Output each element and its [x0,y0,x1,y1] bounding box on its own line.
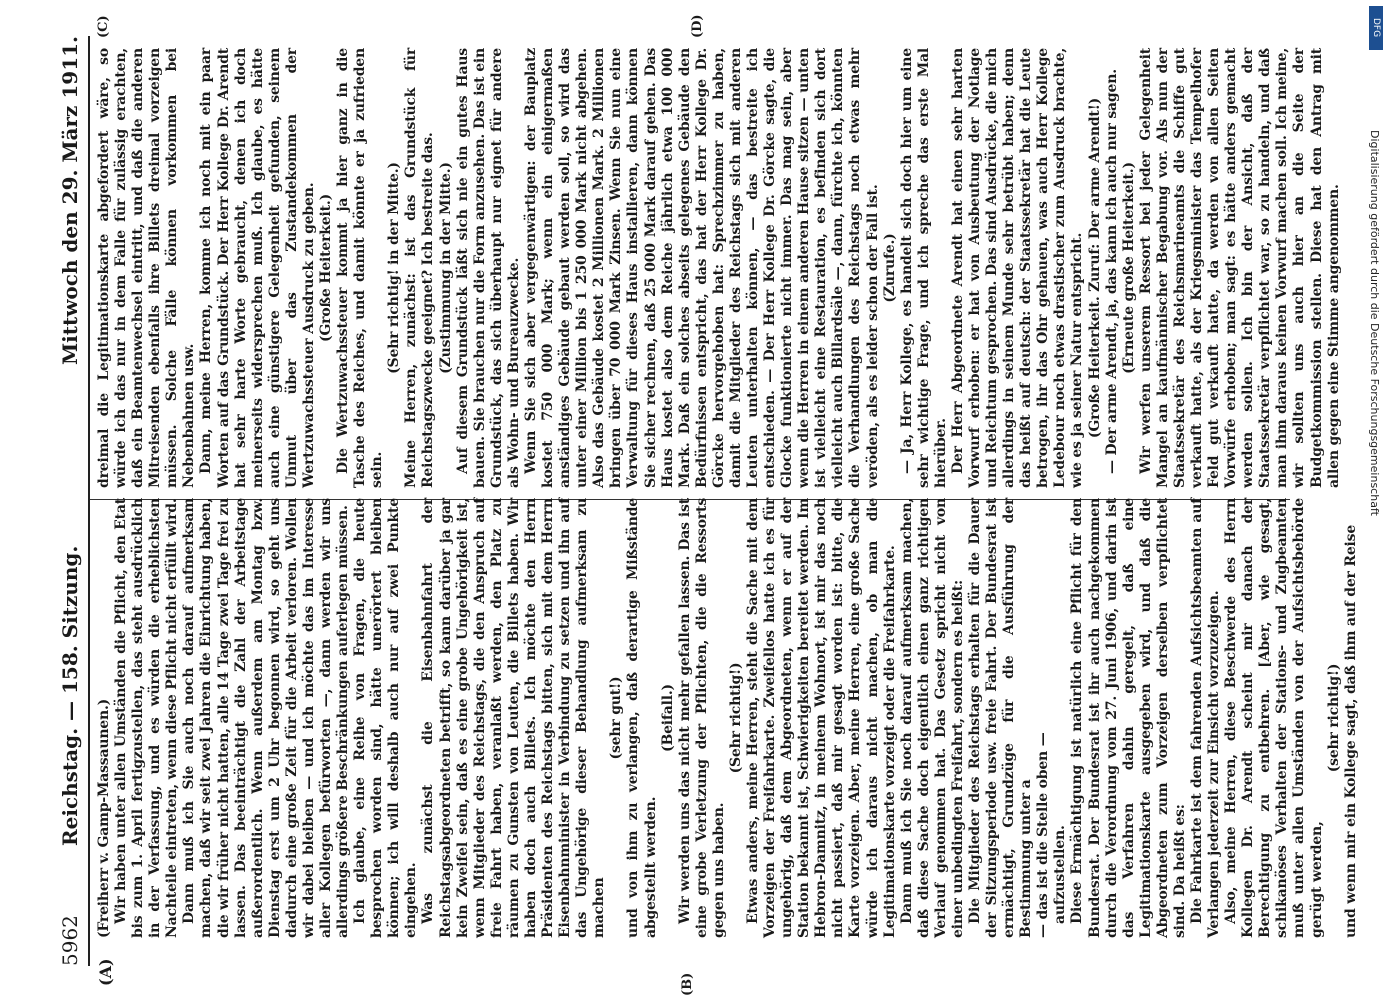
paragraph: Die Fahrkarte ist dem fahrenden Aufsichtsbeamten auf Verlangen jederzeit zur Einsicht vorzuzeigen. [1189,498,1223,938]
interjection: (Beifall.) [659,684,676,752]
paragraph: Wir haben unter allen Umständen die Pflicht, den Etat bis zum 1. April fertigzustellen, das steht ausdrücklich in der Verfassung, und es würden die erheblichsten Nachteile eintreten, wenn diese Pflicht nicht erfüllt wird. [113,498,181,938]
interjection: (Sehr richtig! in der Mitte.) [386,162,403,374]
margin-marker-c: (C) [96,15,111,38]
text-column-right [96,48,1343,488]
interjection: (sehr gut!) [608,676,625,760]
paragraph: Dann, meine Herren, komme ich noch mit ein paar Worten auf das Grundstück. Der Herr Kollege Dr. Arendt hat sehr harte Worte gebraucht, denen ich doch meinerseits widersprechen muß. Ich glaube, es hätte auch eine günstigere Gelegenheit gefunden, seinem Unmut über das Zustandekommen der Wertzuwachssteuer Ausdruck zu geben. [198,48,317,488]
paragraph: Meine Herren, zunächst: ist das Grundstück für Reichstagszwecke geeignet? Ich bestreite das. [403,48,437,488]
interjection: (Sehr richtig!) [727,662,744,774]
interjection: (Große Heiterkeit. Zuruf: Der arme Arendt!) [1086,97,1103,439]
paragraph: Ich glaube, eine Reihe von Fragen, die heute besprochen worden sind, hätte unerörtert bleiben können; ich will deshalb auch nur auf zwei Punkte eingehen. [352,498,420,938]
interjection: (Große Heiterkeit.) [318,194,335,343]
digitization-notice: Digitalisierung gefördert durch die Deutsche Forschungsgemeinschaft [1368,130,1381,516]
paragraph: (Freiherr v. Gamp-Massaunen.) [96,698,112,938]
page-header [58,36,84,966]
paragraph: Dann muß ich Sie noch darauf aufmerksam machen, daß diese Sache doch eigentlich einen ganz richtigen Verlauf genommen hat. Das Gesetz spricht nicht von einer unbedingten Freifahrt, sondern es heißt: [898,498,966,938]
paragraph: Wir werfen unserem Ressort bei jeder Gelegenheit Mangel an kaufmännischer Begabung vor. Als nun der Staatssekretär des Reichsmarineamts die Schiffe gut verkauft hatte, als der Kriegsminister das Tempelhofer Feld gut verkauft hatte, da werden von allen Seiten Vorwürfe erhoben; man sagt: es hätte anders gemacht werden sollen. Ich bin der Ansicht, daß der Staatssekretär verpflichtet war, so zu handeln, und daß man ihm daraus keinen Vorwurf machen soll. Ich meine, wir sollten uns auch hier an die Seite der Budgetkommission stellen. Diese hat den Antrag mit allen gegen eine Stimme angenommen. [1137,48,1342,488]
paragraph: Diese Ermächtigung ist natürlich eine Pflicht für den Bundesrat. Der Bundesrat ist ihr auch nachgekommen durch die Verordnung vom 27. Juni 1906, und darin ist das Verfahren dahin geregelt, daß eine Legitimationskarte ausgegeben wird, und daß die Abgeordneten zum Vorzeigen derselben verpflichtet sind. Da heißt es: [1069,498,1188,938]
paragraph: dreimal die Legitimationskarte abgefordert wäre, so würde ich das nur in dem Falle für zulässig erachten, daß ein Beamtenwechsel eintritt, und daß die anderen Mitreisenden ebenfalls ihre Billets dreimal vorzeigen müssen. Solche Fälle können vorkommen bei Nebenbahnen usw. [96,48,198,488]
paragraph: Also, meine Herren, diese Beschwerde des Herrn Kollegen Dr. Arendt scheint mir danach der Berechtigung zu entbehren. [Aber, wie gesagt, schikanöses Verhalten der Stations- und Zugbeamten muß unter allen Umständen von der Aufsichtsbehörde gerügt werden, [1223,498,1325,938]
paragraph: Etwas anders, meine Herren, steht die Sache mit dem Vorzeigen der Freifahrkarte. Zweifellos hatte ich es für ungehörig, daß dem Abgeordneten, wenn er auf der Station bekannt ist, Schwierigkeiten bereitet werden. Im Hebron-Damnitz, in meinem Wohnort, ist mir das noch nicht passiert, daß mir gesagt worden ist: bitte, die Karte vorzeigen. Aber, meine Herren, eine große Sache würde ich daraus nicht machen, ob man die Legitimationskarte vorzeigt oder die Freifahrkarte. [744,498,898,938]
paragraph: — Ja, Herr Kollege, es handelt sich doch hier um eine sehr wichtige Frage, und ich spreche das erste Mal hierüber. [898,48,949,488]
paragraph: und von ihm zu verlangen, daß derartige Mißstände abgestellt werden. [625,498,659,938]
paragraph: und wenn mir ein Kollege sagt, daß ihm auf der Reise [1342,524,1359,938]
paragraph: Auf diesem Grundstück läßt sich nie ein gutes Haus bauen. Sie brauchen nur die Form anzusehen. Das ist ein Grundstück, das sich überhaupt nur eignet für andere als Wohn- und Bureauzwecke. [454,48,522,488]
interjection: (sehr richtig!) [1325,663,1342,773]
interjection: (Zurufe.) [881,233,898,303]
margin-marker-a: (A) [96,958,115,986]
interjection: (Erneute große Heiterkeit.) [1120,162,1137,374]
paragraph: Wenn Sie sich aber vergegenwärtigen: der Bauplatz kostet 750 000 Mark; wenn ein einigermaßen anständiges Gebäude gebaut werden soll, so wird das unter einer Million bis 1 250 000 Mark nicht abgehen. Also das Gebäude kostet 2 Millionen Mark. 2 Millionen bringen über 70 000 Mark Zinsen. Wenn Sie nun eine Verwaltung für dieses Haus installieren, dann können Sie sicher rechnen, daß 25 000 Mark darauf gehen. Das Haus kostet also dem Reiche jährlich etwa 100 000 Mark. Daß ein solches abseits gelegenes Gebäude den Bedürfnissen entspricht, das hat der Herr Kollege Dr. Görcke hervorgehoben hat: Sprechzimmer zu haben, damit die Mitglieder des Reichstags sich mit anderen Leuten unterhalten können, — das bestreite ich entschieden. — Der Herr Kollege Dr. Görcke sagte, die Glocke funktionierte nicht immer. Das mag sein, aber wenn die Herren in einem anderen Hause sitzen — unten ist vielleicht eine Restauration, es befinden sich dort vielleicht auch Billardsäle —, dann, fürchte ich, könnten die Verhandlungen des Reichstags noch etwas mehr veröden, als es leider schon der Fall ist. [522,48,881,488]
paragraph: — Der arme Arendt, ja, das kann ich auch nur sagen. [1103,69,1120,474]
paragraph: — das ist die Stelle oben — [1035,732,1052,938]
text-column-left [96,498,1360,938]
page-number: 5962 [58,915,82,966]
interjection: (Zustimmung in der Mitte.) [437,162,454,374]
paragraph: Die Mitglieder des Reichstags erhalten für die Dauer der Sitzungsperiode usw. freie Fahrt. Der Bundesrat ist ermächtigt, Grundzüge für die Ausführung der Bestimmung unter a [966,498,1035,938]
paragraph: Die Wertzuwachssteuer kommt ja hier ganz in die Tasche des Reiches, und damit könnte er ja zufrieden sein. [335,48,386,488]
paragraph: aufzustellen. [1052,825,1069,924]
margin-marker-b: (B) [680,972,695,996]
margin-marker-d: (D) [690,14,705,38]
paragraph: Dann muß ich Sie auch noch darauf aufmerksam machen, daß wir seit zwei Jahren die Einrichtung haben, die wir früher nicht hatten, alle 14 Tage zwei Tage frei zu lassen. Das beeinträchtigt die Zahl der Arbeitstage außerordentlich. Wenn außerdem am Montag bzw. Dienstag erst um 2 Uhr begonnen wird, so geht uns dadurch eine große Zeit für die Arbeit verloren. Wollen wir dabei bleiben — und ich möchte das im Interesse aller Kollegen befürworten —, dann werden wir uns allerdings größere Beschränkungen auferlegen müssen. [181,498,352,938]
paragraph: Wir werden uns das nicht mehr gefallen lassen. Das ist eine grobe Verletzung der Pflichten, die die Ressorts gegen uns haben. [676,498,727,938]
header-right-title: Mittwoch den 29. März 1911. [58,36,82,366]
dfg-logo: DFG [1369,6,1383,50]
paragraph: Was zunächst die Eisenbahnfahrt der Reichstagsabgeordneten betrifft, so kann darüber ja gar kein Zweifel sein, daß es eine grobe Ungehörigkeit ist, wenn Mitglieder des Reichstags, die den Anspruch auf freie Fahrt haben, veranlaßt werden, den Platz zu räumen zu Gunsten von Leuten, die Billets haben. Wir haben doch auch Billets. Ich möchte den Herrn Präsidenten des Reichstags bitten, sich mit dem Herrn Eisenbahnminister in Verbindung zu setzen und ihn auf das Ungehörige dieser Behandlung aufmerksam zu machen [420,498,608,938]
header-left-title: Reichstag. — 158. Sitzung. [58,545,82,846]
header-rule [88,36,90,966]
paragraph: Der Herr Abgeordnete Arendt hat einen sehr harten Vorwurf erhoben: er hat von Ausbeutung der Notlage und Reichtum gesprochen. Das sind Ausdrücke, die mich allerdings in seinem Munde sehr betrübt haben; denn das heißt auf deutsch: der Staatssekretär hat die Leute betrogen, ihr das Ohr gehauen, was auch Herr Kollege Ledebour noch etwas drastischer zum Ausdruck brachte, wie es ja seiner Natur entspricht. [949,48,1086,488]
